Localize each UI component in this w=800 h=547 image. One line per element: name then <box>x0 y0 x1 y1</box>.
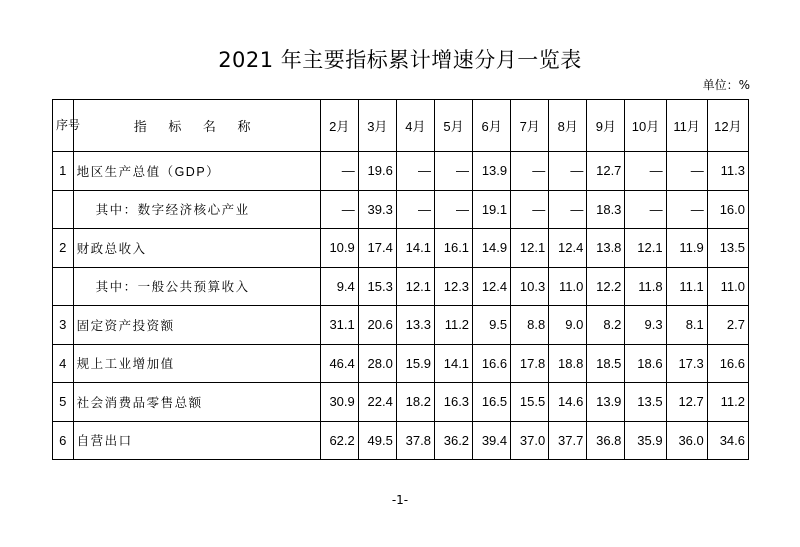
row-value: 18.8 <box>549 344 587 383</box>
header-month: 12月 <box>707 100 748 152</box>
row-name: 财政总收入 <box>73 229 320 268</box>
header-month: 4月 <box>396 100 434 152</box>
row-value: 36.0 <box>666 421 707 460</box>
row-value: 12.3 <box>434 267 472 306</box>
row-value: 14.9 <box>473 229 511 268</box>
row-seq: 1 <box>53 152 74 191</box>
row-value: 2.7 <box>707 306 748 345</box>
table-row <box>53 152 749 191</box>
header-month: 5月 <box>434 100 472 152</box>
row-value: 13.8 <box>587 229 625 268</box>
row-value: 36.2 <box>434 421 472 460</box>
header-month: 10月 <box>625 100 666 152</box>
row-value: 16.1 <box>434 229 472 268</box>
row-value: 18.3 <box>587 190 625 229</box>
row-value: 17.3 <box>666 344 707 383</box>
row-value: 37.7 <box>549 421 587 460</box>
row-value: 14.6 <box>549 383 587 422</box>
row-value: — <box>666 152 707 191</box>
row-value: 14.1 <box>434 344 472 383</box>
page-number: -1- <box>391 493 409 507</box>
row-value: 13.5 <box>625 383 666 422</box>
row-value: 11.0 <box>707 267 748 306</box>
row-value: 16.6 <box>707 344 748 383</box>
table-row <box>53 267 749 306</box>
row-name: 其中：数字经济核心产业 <box>73 190 320 229</box>
row-value: 12.1 <box>511 229 549 268</box>
row-value: — <box>434 152 472 191</box>
row-value: — <box>666 190 707 229</box>
row-value: 34.6 <box>707 421 748 460</box>
row-value: 9.0 <box>549 306 587 345</box>
header-month: 6月 <box>473 100 511 152</box>
row-value: 19.6 <box>358 152 396 191</box>
row-value: 37.0 <box>511 421 549 460</box>
row-value: 8.8 <box>511 306 549 345</box>
header-month: 2月 <box>320 100 358 152</box>
row-value: 12.7 <box>587 152 625 191</box>
row-value: — <box>625 190 666 229</box>
table-row <box>53 383 749 422</box>
row-value: 11.8 <box>625 267 666 306</box>
row-value: 15.5 <box>511 383 549 422</box>
row-value: 62.2 <box>320 421 358 460</box>
row-name: 地区生产总值（GDP） <box>73 152 320 191</box>
row-value: 30.9 <box>320 383 358 422</box>
row-value: 9.3 <box>625 306 666 345</box>
header-month: 8月 <box>549 100 587 152</box>
table-row <box>53 421 749 460</box>
row-name: 规上工业增加值 <box>73 344 320 383</box>
header-month: 3月 <box>358 100 396 152</box>
row-value: 12.1 <box>625 229 666 268</box>
row-value: 11.2 <box>434 306 472 345</box>
header-month: 9月 <box>587 100 625 152</box>
row-value: — <box>549 152 587 191</box>
row-value: 11.9 <box>666 229 707 268</box>
header-month: 11月 <box>666 100 707 152</box>
row-seq <box>53 190 74 229</box>
row-seq: 6 <box>53 421 74 460</box>
row-value: 8.2 <box>587 306 625 345</box>
row-name: 其中：一般公共预算收入 <box>73 267 320 306</box>
row-value: 28.0 <box>358 344 396 383</box>
table-body <box>53 152 749 460</box>
row-value: — <box>549 190 587 229</box>
row-name: 社会消费品零售总额 <box>73 383 320 422</box>
row-value: 11.3 <box>707 152 748 191</box>
row-value: 14.1 <box>396 229 434 268</box>
row-value: 18.5 <box>587 344 625 383</box>
row-value: 11.0 <box>549 267 587 306</box>
row-name: 自营出口 <box>73 421 320 460</box>
table-row <box>53 306 749 345</box>
row-value: 12.2 <box>587 267 625 306</box>
row-value: 16.0 <box>707 190 748 229</box>
row-value: 13.9 <box>587 383 625 422</box>
row-value: 46.4 <box>320 344 358 383</box>
row-value: 12.1 <box>396 267 434 306</box>
row-value: 18.2 <box>396 383 434 422</box>
row-value: 12.7 <box>666 383 707 422</box>
row-value: 13.9 <box>473 152 511 191</box>
row-value: 36.8 <box>587 421 625 460</box>
row-value: 31.1 <box>320 306 358 345</box>
row-value: 17.8 <box>511 344 549 383</box>
row-value: — <box>320 190 358 229</box>
row-value: 37.8 <box>396 421 434 460</box>
row-value: 18.6 <box>625 344 666 383</box>
page-title: 2021 年主要指标累计增速分月一览表 <box>218 48 582 72</box>
row-value: 10.3 <box>511 267 549 306</box>
row-seq <box>53 267 74 306</box>
row-value: 13.3 <box>396 306 434 345</box>
row-value: 15.3 <box>358 267 396 306</box>
row-value: 22.4 <box>358 383 396 422</box>
table-row <box>53 344 749 383</box>
row-value: — <box>511 152 549 191</box>
header-month: 7月 <box>511 100 549 152</box>
row-value: 20.6 <box>358 306 396 345</box>
row-value: — <box>396 190 434 229</box>
row-seq: 3 <box>53 306 74 345</box>
table-header-row <box>53 100 749 152</box>
row-name: 固定资产投资额 <box>73 306 320 345</box>
row-value: 8.1 <box>666 306 707 345</box>
row-value: 39.4 <box>473 421 511 460</box>
row-value: 39.3 <box>358 190 396 229</box>
row-value: 16.3 <box>434 383 472 422</box>
row-value: 49.5 <box>358 421 396 460</box>
row-value: 15.9 <box>396 344 434 383</box>
row-value: 11.2 <box>707 383 748 422</box>
unit-label: 单位：% <box>702 78 750 92</box>
table-row <box>53 190 749 229</box>
indicator-table <box>52 99 749 460</box>
row-value: 13.5 <box>707 229 748 268</box>
row-value: 19.1 <box>473 190 511 229</box>
row-value: 12.4 <box>473 267 511 306</box>
row-value: 10.9 <box>320 229 358 268</box>
row-value: — <box>434 190 472 229</box>
row-value: 9.5 <box>473 306 511 345</box>
row-seq: 4 <box>53 344 74 383</box>
row-value: 17.4 <box>358 229 396 268</box>
header-seq: 序号 <box>53 100 74 152</box>
row-value: 11.1 <box>666 267 707 306</box>
row-value: — <box>511 190 549 229</box>
row-value: — <box>625 152 666 191</box>
row-seq: 5 <box>53 383 74 422</box>
row-seq: 2 <box>53 229 74 268</box>
table-row <box>53 229 749 268</box>
row-value: 16.5 <box>473 383 511 422</box>
row-value: 35.9 <box>625 421 666 460</box>
row-value: 16.6 <box>473 344 511 383</box>
row-value: — <box>320 152 358 191</box>
row-value: — <box>396 152 434 191</box>
header-name: 指 标 名 称 <box>73 100 320 152</box>
row-value: 12.4 <box>549 229 587 268</box>
row-value: 9.4 <box>320 267 358 306</box>
